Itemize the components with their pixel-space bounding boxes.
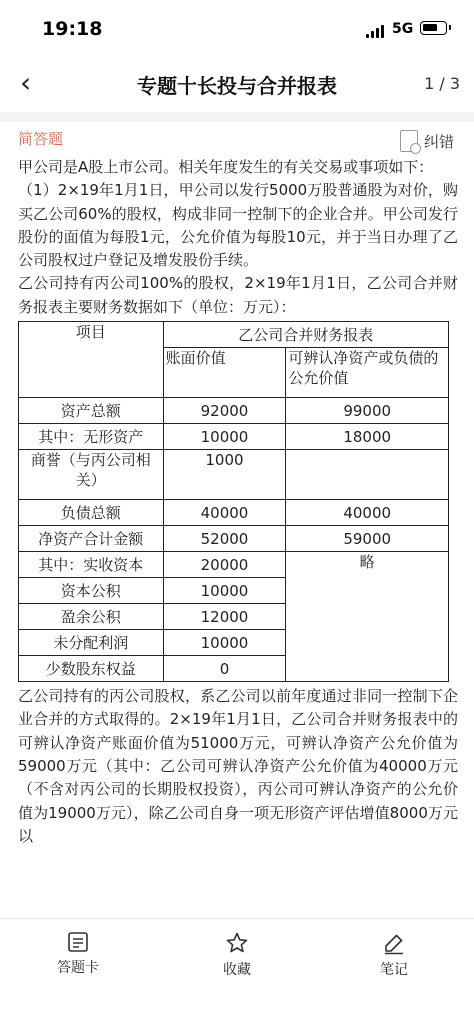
pen-icon: [382, 931, 406, 955]
back-icon[interactable]: ‹: [20, 66, 32, 99]
tab-favorite[interactable]: [187, 931, 287, 979]
row-book-value: 1000: [163, 450, 286, 500]
question-item-1: （1）2×19年1月1日，甲公司以发行5000万股普通股为对价，购买乙公司60%的股权，构成非同一控制下的企业合并。甲公司发行股份的面值为每股1元，公允价值为每股10元，并于当日办理了乙公司股权过户登记及增发股份手续。: [18, 181, 458, 270]
financial-table: [18, 321, 449, 682]
row-book-value: 40000: [163, 500, 286, 526]
question-intro: 甲公司是A股上市公司。相关年度发生的有关交易或事项如下：: [18, 158, 434, 176]
tab-notes-label: 笔记: [380, 962, 408, 978]
row-label: 少数股东权益: [19, 656, 164, 682]
signal-icon: [366, 24, 386, 38]
row-book-value: 10000: [163, 578, 286, 604]
table-header-group: 乙公司合并财务报表: [163, 322, 448, 348]
row-label: 盈余公积: [19, 604, 164, 630]
row-fair-value: 18000: [286, 424, 449, 450]
omitted-cell: 略: [286, 552, 449, 682]
page-counter: 1 / 3: [424, 74, 460, 93]
battery-icon: [420, 21, 447, 35]
question-content: [18, 126, 458, 916]
row-label: 资产总额: [19, 398, 164, 424]
row-label: 其中：无形资产: [19, 424, 164, 450]
table-header-book: 账面价值: [163, 348, 286, 398]
status-time: 19:18: [42, 18, 103, 40]
row-fair-value: 99000: [286, 398, 449, 424]
row-book-value: 92000: [163, 398, 286, 424]
row-fair-value: 59000: [286, 526, 449, 552]
row-fair-value: 40000: [286, 500, 449, 526]
tab-answer-card[interactable]: [28, 931, 128, 977]
question-after-table: 乙公司持有的丙公司股权，系乙公司以前年度通过非同一控制下企业合并的方式取得的。2×19年1月1日，乙公司合并财务报表中的可辨认净资产账面价值为51000万元，可辨认净资产公允价值为59000万元（其中：乙公司可辨认净资产公允价值为40000万元（不含对丙公司的长期股权投资），丙公司可辨认净资产的公允价值为19000万元），除乙公司自身一项无形资产评估增值8000万元以: [18, 687, 458, 845]
network-type: 5G: [392, 21, 414, 37]
question-table-intro: 乙公司持有丙公司100%的股权，2×19年1月1日，乙公司合并财务报表主要财务数据如下（单位：万元）：: [18, 274, 458, 316]
row-label: 净资产合计金额: [19, 526, 164, 552]
question-type: 简答题: [18, 130, 64, 148]
answer-card-icon: [67, 931, 89, 953]
row-book-value: 0: [163, 656, 286, 682]
page-title: 专题十长投与合并报表: [137, 74, 337, 98]
row-label: 资本公积: [19, 578, 164, 604]
report-error-button[interactable]: [400, 130, 454, 152]
row-book-value: 20000: [163, 552, 286, 578]
tab-notes[interactable]: [344, 931, 444, 979]
row-label: 其中：实收资本: [19, 552, 164, 578]
row-label: 未分配利润: [19, 630, 164, 656]
row-book-value: 10000: [163, 630, 286, 656]
star-icon: [225, 931, 249, 955]
row-label: 负债总额: [19, 500, 164, 526]
nav-bar: [0, 58, 474, 112]
row-fair-value: [286, 450, 449, 500]
report-error-label: 纠错: [423, 132, 454, 151]
row-label: 商誉（与丙公司相关）: [19, 450, 164, 500]
bottom-tab-bar: [0, 918, 474, 1024]
tab-answer-card-label: 答题卡: [57, 960, 99, 976]
status-bar: [0, 0, 474, 58]
table-header-fair: 可辨认净资产或负债的公允价值: [286, 348, 449, 398]
row-book-value: 52000: [163, 526, 286, 552]
report-error-icon: [400, 130, 418, 152]
row-book-value: 12000: [163, 604, 286, 630]
row-book-value: 10000: [163, 424, 286, 450]
table-header-item: 项目: [19, 322, 164, 398]
tab-favorite-label: 收藏: [223, 962, 251, 978]
divider: [0, 112, 474, 122]
